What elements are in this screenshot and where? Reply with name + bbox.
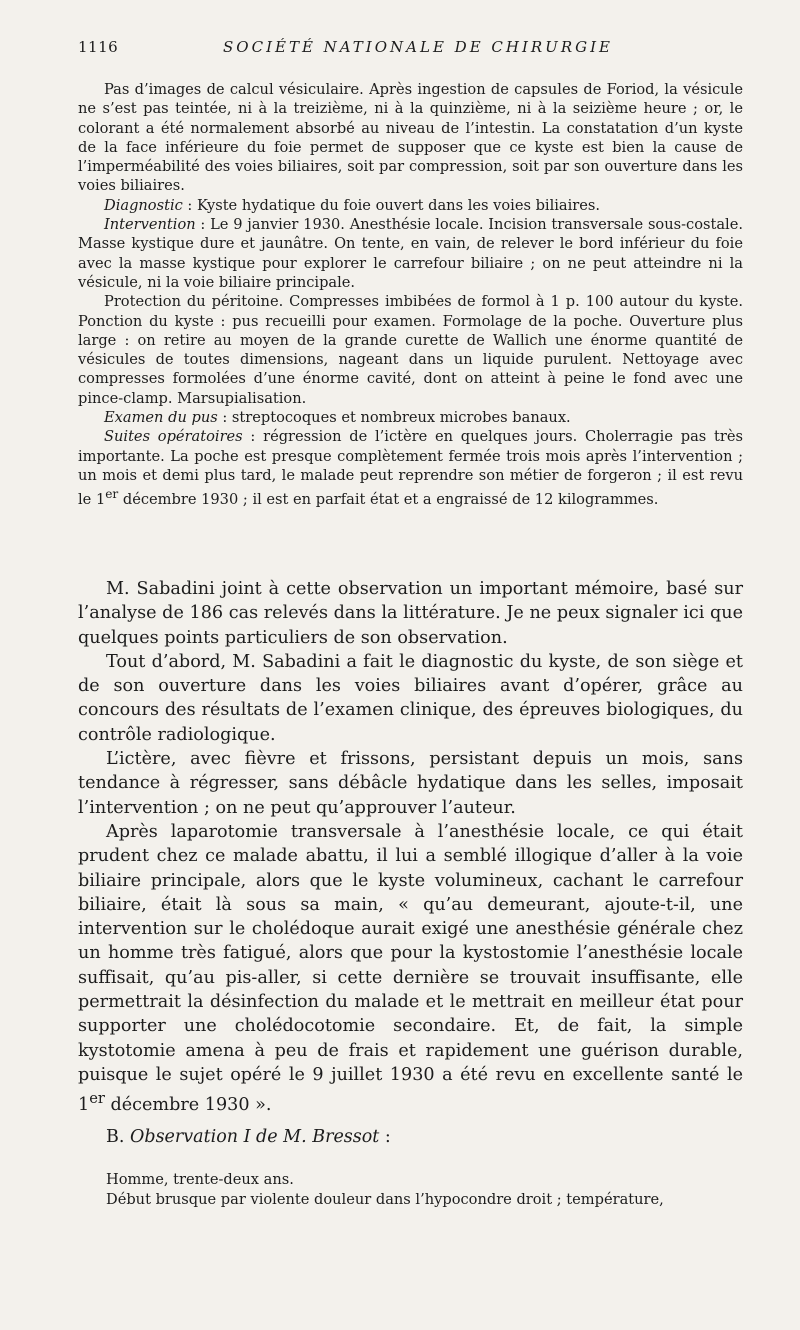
- observation-title: Observation I de M. Bressot: [130, 1127, 380, 1147]
- observation-colon: :: [379, 1127, 391, 1147]
- paragraph-text: Après laparotomie transversale à l’anesthésie locale, ce qui était prudent chez ce malade abattu, il lui a semblé illogique d’aller à la voie biliaire principale, alors que le kyste volumineux, cachant le carrefour biliaire, était là sous sa main, « qu’au demeurant, ajoute-t-il, une intervention sur le cholédoque aurait exigé une anesthésie générale chez un homme très fatigué, alors que pour la kystostomie l’anesthésie locale suffisait, qu’au pis-aller, si cette dernière se trouvait insuffisante, elle permettrait la désinfection du malade et le mettrait en meilleur état pour supporter une cholédocotomie secondaire. Et, de fait, la simple kystotomie amena à peu de frais et rapidement une guérison durable, puisque le sujet opéré le 9 juillet 1930 a été revu en excellente santé le 1: [78, 821, 743, 1116]
- paragraph: M. Sabadini joint à cette observation un important mémoire, basé sur l’analyse de 186 cas relevés dans la littérature. Je ne peux signaler ici que quelques points particuliers de son observation.: [78, 579, 743, 648]
- page-number: 1116: [78, 38, 119, 56]
- suites-text: : régression de l’ictère en quelques jours. Cholerragie pas très importante. La poche est presque complètement fermée trois mois après l’intervention ; un mois et demi plus tard, le malade peut reprendre son métier de forgeron ; il est revu le 1: [78, 428, 743, 509]
- paragraph: Pas d’images de calcul vésiculaire. Après ingestion de capsules de Foriod, la vésicule ne s’est pas teintée, ni à la treizième, ni à la quinzième, ni à la seizième heure ; or, le colorant a été normalement absorbé au niveau de l’intestin. La constatation d’un kyste de la face inférieure du foie permet de supposer que ce kyste est bien la cause de l’imperméabilité des voies biliaires, soit par compression, soit par son ouverture dans les voies biliaires.: [78, 81, 743, 195]
- observation-line: Début brusque par violente douleur dans l’hypocondre droit ; température,: [106, 1190, 664, 1208]
- suites-text-end: décembre 1930 ; il est en parfait état et a engraissé de 12 kilogrammes.: [118, 491, 659, 509]
- observation-body: [106, 1170, 750, 1209]
- exam-label: Examen du pus: [104, 409, 218, 427]
- diagnostic-label: Diagnostic: [104, 196, 183, 214]
- paragraph-text-end: décembre 1930 ».: [104, 1095, 272, 1116]
- paragraph-suites: [78, 427, 743, 509]
- intervention-text: : Le 9 janvier 1930. Anesthésie locale. Incision transversale sous-costale. Masse kystique dure et jaunâtre. On tente, en vain, de relever le bord inférieur du foie avec la masse kystique pour explorer le carrefour biliaire ; on ne peut atteindre ni la vésicule, ni la voie biliaire principale.: [78, 216, 743, 291]
- paragraph: Tout d’abord, M. Sabadini a fait le diagnostic du kyste, de son siège et de son ouverture dans les voies biliaires avant d’opérer, grâce au concours des résultats de l’examen clinique, des épreuves biologiques, du contrôle radiologique.: [78, 651, 743, 745]
- paragraph: L’ictère, avec fièvre et frissons, persistant depuis un mois, sans tendance à régresser, sans débâcle hydatique dans les selles, imposait l’intervention ; on ne peut qu’approuver l’auteur.: [78, 749, 743, 818]
- page-header: [78, 38, 758, 60]
- paragraph-intervention: [78, 215, 743, 292]
- diagnostic-text: : Kyste hydatique du foie ouvert dans les voies biliaires.: [182, 196, 601, 214]
- suites-label: Suites opératoires: [104, 428, 243, 446]
- commentary-block: [78, 577, 743, 1117]
- observation-letter: B.: [106, 1127, 125, 1147]
- running-title: SOCIÉTÉ NATIONALE DE CHIRURGIE: [223, 38, 613, 56]
- superscript: er: [105, 487, 119, 502]
- observation-heading: [106, 1127, 391, 1147]
- intervention-label: Intervention: [104, 216, 196, 234]
- paragraph: Protection du péritoine. Compresses imbibées de formol à 1 p. 100 autour du kyste. Ponction du kyste : pus recueilli pour examen. Formolage de la poche. Ouverture plus large : on retire au moyen de la grande curette de Wallich une énorme quantité de vésicules de toutes dimensions, nageant dans un liquide purulent. Nettoyage avec compresses formolées d’une énorme cavité, dont on atteint à peine le fond avec une pince-clamp. Marsupialisation.: [78, 293, 743, 407]
- case-report-block: [78, 80, 743, 509]
- paragraph: [78, 820, 743, 1117]
- paragraph-exam: [78, 408, 743, 427]
- superscript: er: [89, 1090, 105, 1108]
- observation-line: Homme, trente-deux ans.: [106, 1171, 294, 1188]
- paragraph-diagnostic: [78, 196, 743, 215]
- exam-text: : streptocoques et nombreux microbes banaux.: [217, 409, 571, 427]
